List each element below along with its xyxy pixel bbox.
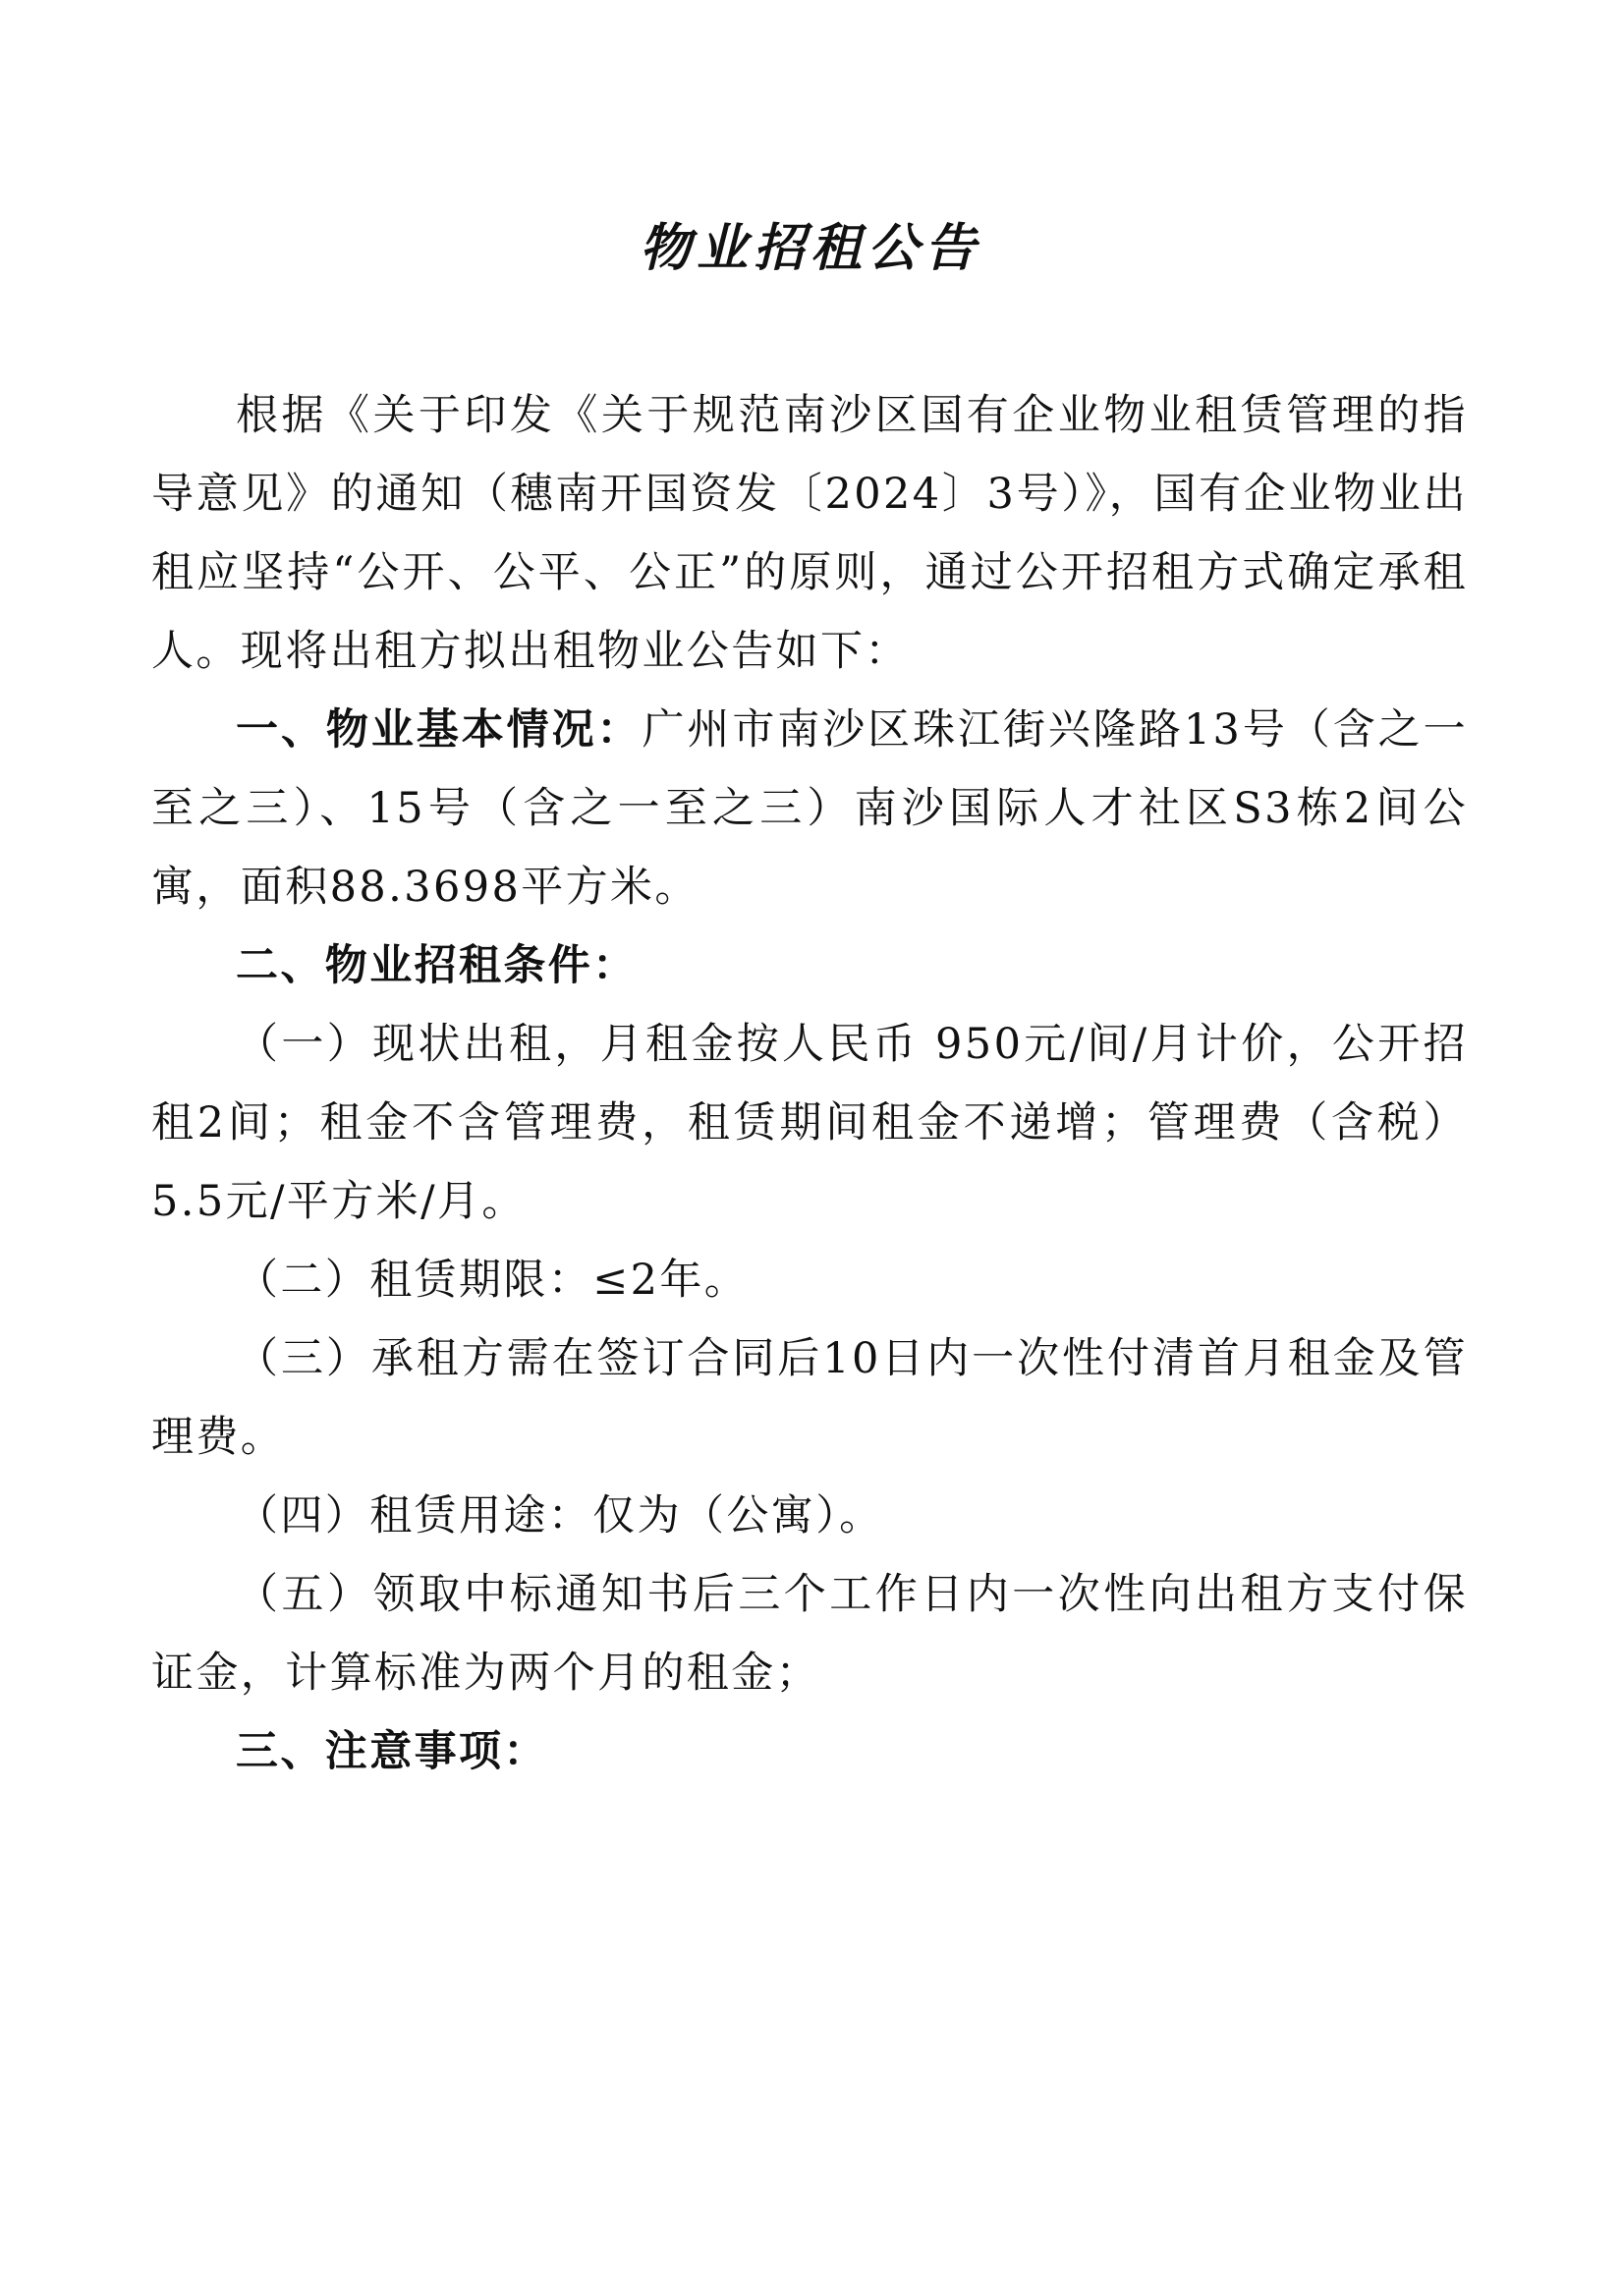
- section-1-paragraph: [151, 691, 1468, 926]
- document-title: 物业招租公告: [639, 218, 981, 278]
- condition-2-paragraph: （二）租赁期限：≤2年。: [236, 1256, 750, 1305]
- section-1-text: 广州市南沙区珠江街兴隆路13号（含之一至之三）、15号（含之一至之三）南沙国际人才社区S3栋2间公寓，面积88.3698平方米。: [151, 705, 1468, 912]
- condition-1-paragraph: （一）现状出租，月租金按人民币 950元/间/月计价，公开招租2间；租金不含管理费，租赁期间租金不递增；管理费（含税）5.5元/平方米/月。: [151, 1020, 1468, 1226]
- section-2-heading: 二、物业招租条件：: [236, 941, 638, 990]
- section-1-heading: 一、物业基本情况：: [236, 705, 643, 755]
- condition-3-paragraph: （三）承租方需在签订合同后10日内一次性付清首月租金及管理费。: [151, 1334, 1468, 1462]
- condition-4-paragraph: （四）租赁用途：仅为（公寓）。: [236, 1491, 884, 1540]
- section-3-heading: 三、注意事项：: [236, 1727, 548, 1776]
- intro-paragraph: 根据《关于印发《关于规范南沙区国有企业物业租赁管理的指导意见》的通知（穗南开国资发〔2024〕3号）》，国有企业物业出租应坚持“公开、公平、公正”的原则，通过公开招租方式确定承租人。现将出租方拟出租物业公告如下：: [151, 391, 1468, 676]
- condition-5-paragraph: （五）领取中标通知书后三个工作日内一次性向出租方支付保证金，计算标准为两个月的租金；: [151, 1570, 1468, 1698]
